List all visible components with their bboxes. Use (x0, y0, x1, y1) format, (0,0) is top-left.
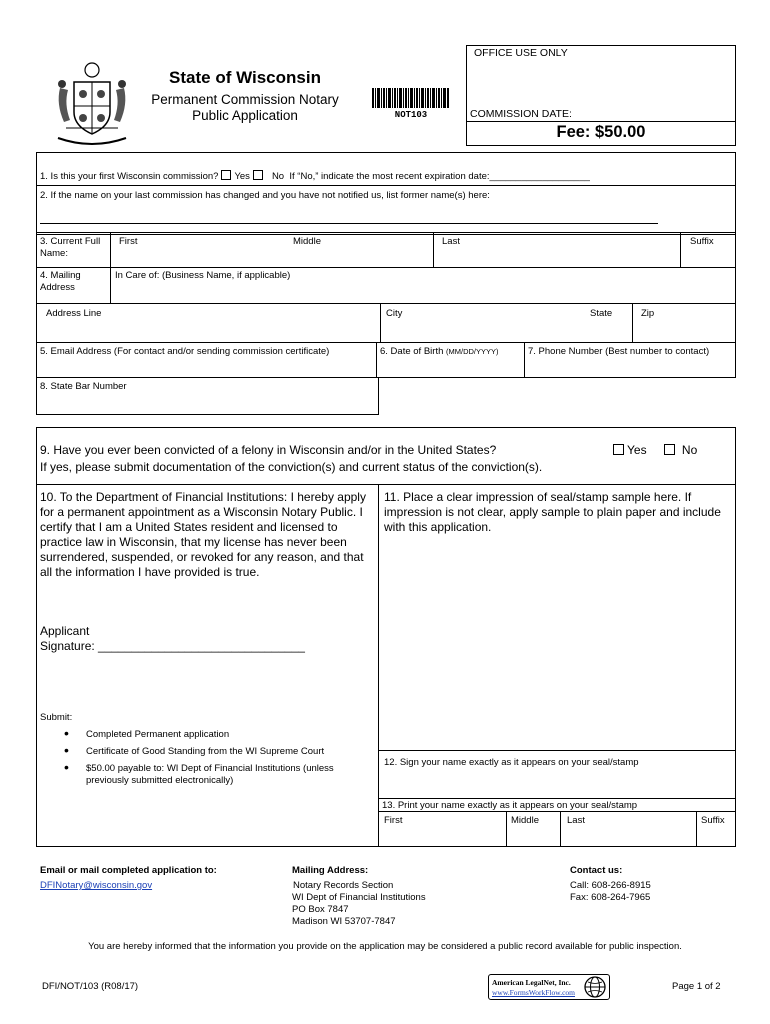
mailing-line: PO Box 7847 (292, 904, 349, 915)
q6-dob-field[interactable] (380, 346, 499, 357)
q10-certification: 10. To the Department of Financial Institutions: I hereby apply for a permanent appointment as a Wisconsin Notary Public. I certify that I am a United States resident and licensed to practice law in Wisconsin, that my license has never been surrendered, suspended, or revoked for any reason, and that all the information I have provided is true. (40, 490, 366, 579)
wisconsin-state-seal (52, 58, 132, 148)
q1-no-label: No (271, 171, 285, 182)
q4-address-line-field[interactable]: Address Line (46, 308, 102, 319)
commission-date-label: COMMISSION DATE: (470, 108, 572, 120)
mailing-address (292, 880, 426, 928)
q1-yes-label: Yes (234, 171, 250, 182)
q13-suffix-field[interactable]: Suffix (701, 815, 725, 826)
q3-first-field[interactable]: First (119, 236, 138, 247)
barcode-label: NOT103 (394, 110, 428, 120)
q7-phone-field[interactable]: 7. Phone Number (Best number to contact) (528, 346, 710, 357)
q13-label: 13. Print your name exactly as it appears on your seal/stamp (382, 800, 638, 811)
q6-format: (MM/DD/YYYY) (446, 347, 499, 356)
q3-full-name-box (36, 232, 736, 268)
q9-instructions: If yes, please submit documentation of the conviction(s) and current status of the conviction(s). (40, 460, 543, 474)
q10-applicant-label: Applicant (40, 624, 90, 638)
q4-city-field[interactable]: City (386, 308, 403, 319)
fee-label: Fee: $50.00 (556, 123, 646, 141)
q1-row (40, 170, 590, 182)
office-use-label: OFFICE USE ONLY (474, 47, 568, 59)
email-link[interactable]: DFINotary@wisconsin.gov (40, 880, 153, 891)
q3-label: 3. Current Full Name: (40, 236, 101, 259)
q1-expiration-prompt: If “No,” indicate the most recent expiration date:___________________ (289, 171, 590, 182)
q4-state-field[interactable]: State (590, 308, 613, 319)
q9-yes-label: Yes (627, 443, 647, 457)
q3-middle-field[interactable]: Middle (293, 236, 321, 247)
q12-signature-field[interactable] (379, 772, 735, 798)
contact-heading: Contact us: (570, 865, 623, 876)
mailing-line: Madison WI 53707-7847 (292, 916, 396, 927)
q5-email-field[interactable]: 5. Email Address (For contact and/or sending commission certificate) (40, 346, 330, 357)
mailing-line: Notary Records Section (293, 880, 394, 891)
q3-suffix-field[interactable]: Suffix (690, 236, 714, 247)
q13-last-field[interactable]: Last (567, 815, 585, 826)
page-number: Page 1 of 2 (672, 981, 721, 992)
email-heading: Email or mail completed application to: (40, 865, 217, 876)
q4-zip-field[interactable]: Zip (641, 308, 655, 319)
submit-label: Submit: (40, 712, 73, 723)
legalnet-url[interactable]: www.FormsWorkFlow.com (492, 988, 576, 997)
q13-middle-field[interactable]: Middle (511, 815, 539, 826)
contact-fax: Fax: 608-264-7965 (570, 892, 651, 903)
submit-list (40, 729, 360, 792)
contact-call: Call: 608-266-8915 (570, 880, 651, 891)
form-title: State of Wisconsin (169, 68, 321, 87)
legalnet-name: American LegalNet, Inc. (492, 978, 571, 987)
seal-impression-area[interactable] (379, 540, 735, 750)
q1-yes-checkbox[interactable] (221, 170, 231, 180)
q11-seal-instructions: 11. Place a clear impression of seal/stamp sample here. If impression is not clear, apply sample to plain paper and include with this application. (384, 490, 721, 534)
public-record-notice: You are hereby informed that the information you provide on the application may be considered a public record available for public inspection. (88, 941, 682, 952)
q12-label: 12. Sign your name exactly as it appears on your seal/stamp (384, 757, 639, 768)
q9-question: 9. Have you ever been convicted of a felony in Wisconsin and/or in the United States? (40, 443, 497, 457)
q2-former-name-field[interactable] (40, 223, 658, 224)
q13-first-field[interactable]: First (384, 815, 403, 826)
q2-question: 2. If the name on your last commission has changed and you have not notified us, list former name(s) here: (40, 190, 490, 201)
q3-last-field[interactable]: Last (442, 236, 460, 247)
legalnet-globe-icon (584, 976, 606, 998)
submit-item: • Completed Permanent application (40, 729, 360, 741)
submit-item: • $50.00 payable to: WI Dept of Financial Institutions (unless previously submitted electronically) (40, 763, 360, 787)
q6-label: 6. Date of Birth (380, 346, 444, 357)
mailing-line: WI Dept of Financial Institutions (292, 892, 426, 903)
q1-no-checkbox[interactable] (253, 170, 263, 180)
mailing-heading: Mailing Address: (292, 865, 369, 876)
q4-label: 4. Mailing Address (40, 270, 81, 293)
q9-yes-checkbox[interactable] (613, 444, 624, 455)
barcode (372, 88, 450, 108)
q9-no-checkbox[interactable] (664, 444, 675, 455)
q9-options (610, 443, 697, 458)
q8-bar-number-field[interactable]: 8. State Bar Number (40, 381, 127, 392)
form-subtitle: Permanent Commission Notary Public Application (151, 92, 339, 123)
q10-signature-field[interactable]: Signature: _______________________________ (40, 639, 305, 653)
q4-in-care-field[interactable]: In Care of: (Business Name, if applicable) (115, 270, 291, 281)
form-id: DFI/NOT/103 (R08/17) (42, 981, 139, 992)
submit-item: • Certificate of Good Standing from the WI Supreme Court (40, 746, 360, 758)
q9-no-label: No (681, 443, 698, 457)
q1-question: 1. Is this your first Wisconsin commission? (40, 171, 219, 182)
